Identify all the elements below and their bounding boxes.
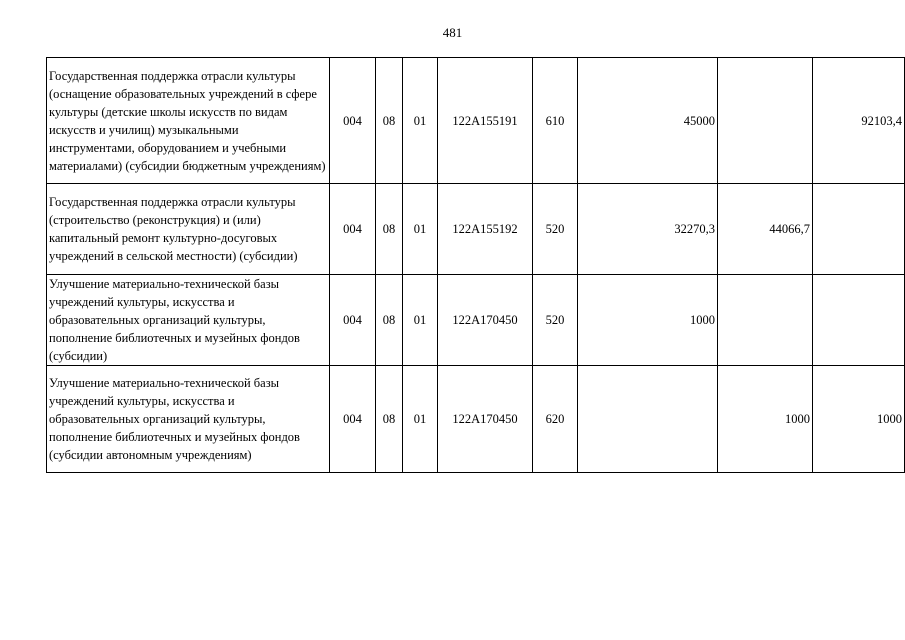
amount-3: 92103,4 — [813, 58, 905, 184]
subsection-code: 01 — [403, 275, 438, 366]
amount-1: 1000 — [578, 275, 718, 366]
table-row — [47, 366, 905, 473]
amount-2: 1000 — [718, 366, 813, 473]
table-row — [47, 58, 905, 184]
section-code: 08 — [376, 58, 403, 184]
amount-3 — [813, 275, 905, 366]
ministry-code: 004 — [330, 58, 376, 184]
section-code: 08 — [376, 366, 403, 473]
amount-2 — [718, 275, 813, 366]
subsection-code: 01 — [403, 58, 438, 184]
row-description: Улучшение материально-технической базы учреждений культуры, искусства и образовательных организаций культуры, пополнение библиотечных и музейных фондов (субсидии автономным учреждениям) — [47, 366, 330, 473]
target-article-code: 122А155191 — [438, 58, 533, 184]
expense-type-code: 610 — [533, 58, 578, 184]
row-description: Государственная поддержка отрасли культуры (строительство (реконструкция) и (или) капитальный ремонт культурно-досуговых учреждений в сельской местности) (субсидии) — [47, 184, 330, 275]
expense-type-code: 620 — [533, 366, 578, 473]
subsection-code: 01 — [403, 366, 438, 473]
budget-table — [46, 57, 905, 473]
section-code: 08 — [376, 184, 403, 275]
amount-1 — [578, 366, 718, 473]
amount-3 — [813, 184, 905, 275]
expense-type-code: 520 — [533, 275, 578, 366]
table-row — [47, 184, 905, 275]
page-number: 481 — [442, 25, 463, 40]
amount-2: 44066,7 — [718, 184, 813, 275]
expense-type-code: 520 — [533, 184, 578, 275]
target-article-code: 122А170450 — [438, 275, 533, 366]
amount-3: 1000 — [813, 366, 905, 473]
subsection-code: 01 — [403, 184, 438, 275]
ministry-code: 004 — [330, 184, 376, 275]
ministry-code: 004 — [330, 366, 376, 473]
ministry-code: 004 — [330, 275, 376, 366]
amount-2 — [718, 58, 813, 184]
table-row — [47, 275, 905, 366]
amount-1: 45000 — [578, 58, 718, 184]
section-code: 08 — [376, 275, 403, 366]
row-description: Улучшение материально-технической базы учреждений культуры, искусства и образовательных организаций культуры, пополнение библиотечных и музейных фондов (субсидии) — [47, 275, 330, 366]
target-article-code: 122А155192 — [438, 184, 533, 275]
row-description: Государственная поддержка отрасли культуры (оснащение образовательных учреждений в сфере культуры (детские школы искусств по видам искусств и училищ) музыкальными инструментами, оборудованием и учебными материалами) (субсидии бюджетным учреждениям) — [47, 58, 330, 184]
target-article-code: 122А170450 — [438, 366, 533, 473]
amount-1: 32270,3 — [578, 184, 718, 275]
